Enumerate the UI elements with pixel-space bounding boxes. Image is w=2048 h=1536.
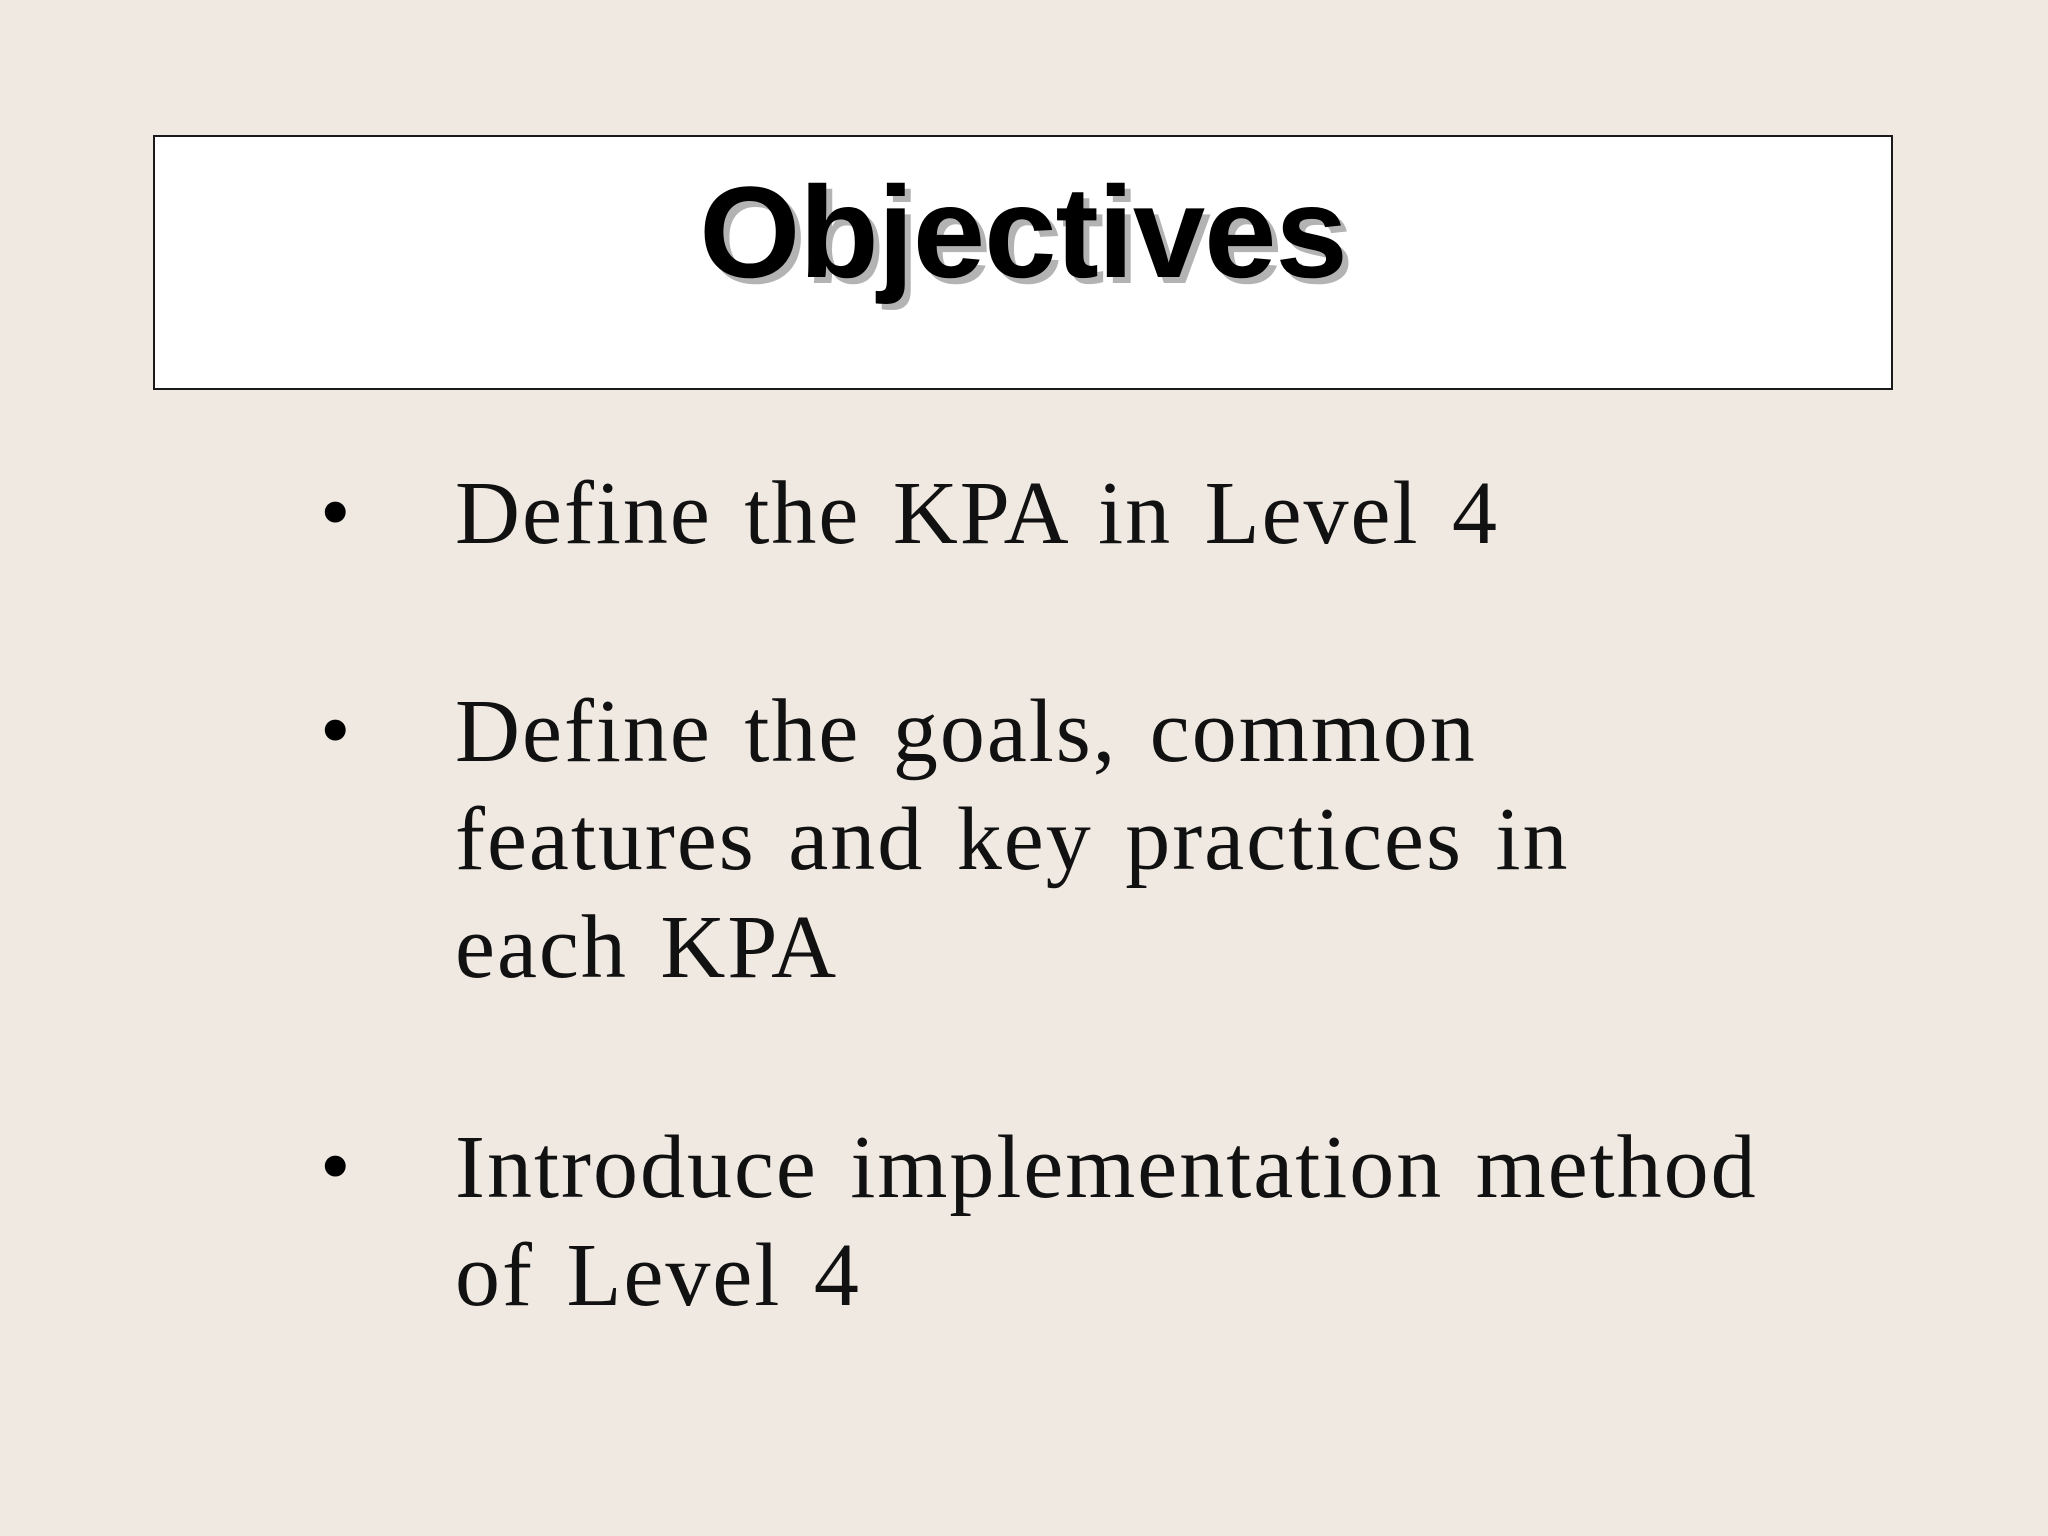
bullet-line: Define the KPA in Level 4 <box>455 464 1500 563</box>
bullet-line: features and key practices in <box>455 790 1570 889</box>
bullet-line: of Level 4 <box>455 1226 861 1325</box>
bullet-text-1 <box>455 460 1840 568</box>
bullet-line: Introduce implementation method <box>455 1118 1758 1217</box>
bullet-text-3 <box>455 1114 1840 1330</box>
bullet-line: each KPA <box>455 898 839 997</box>
slide-title: Objectives <box>699 159 1347 305</box>
bullet-dot-icon: • <box>314 472 357 556</box>
bullet-line: Define the goals, common <box>455 682 1477 781</box>
bullet-dot-icon: • <box>314 690 357 774</box>
bullet-dot-icon: • <box>314 1126 357 1210</box>
bullet-text-2 <box>455 678 1840 1002</box>
